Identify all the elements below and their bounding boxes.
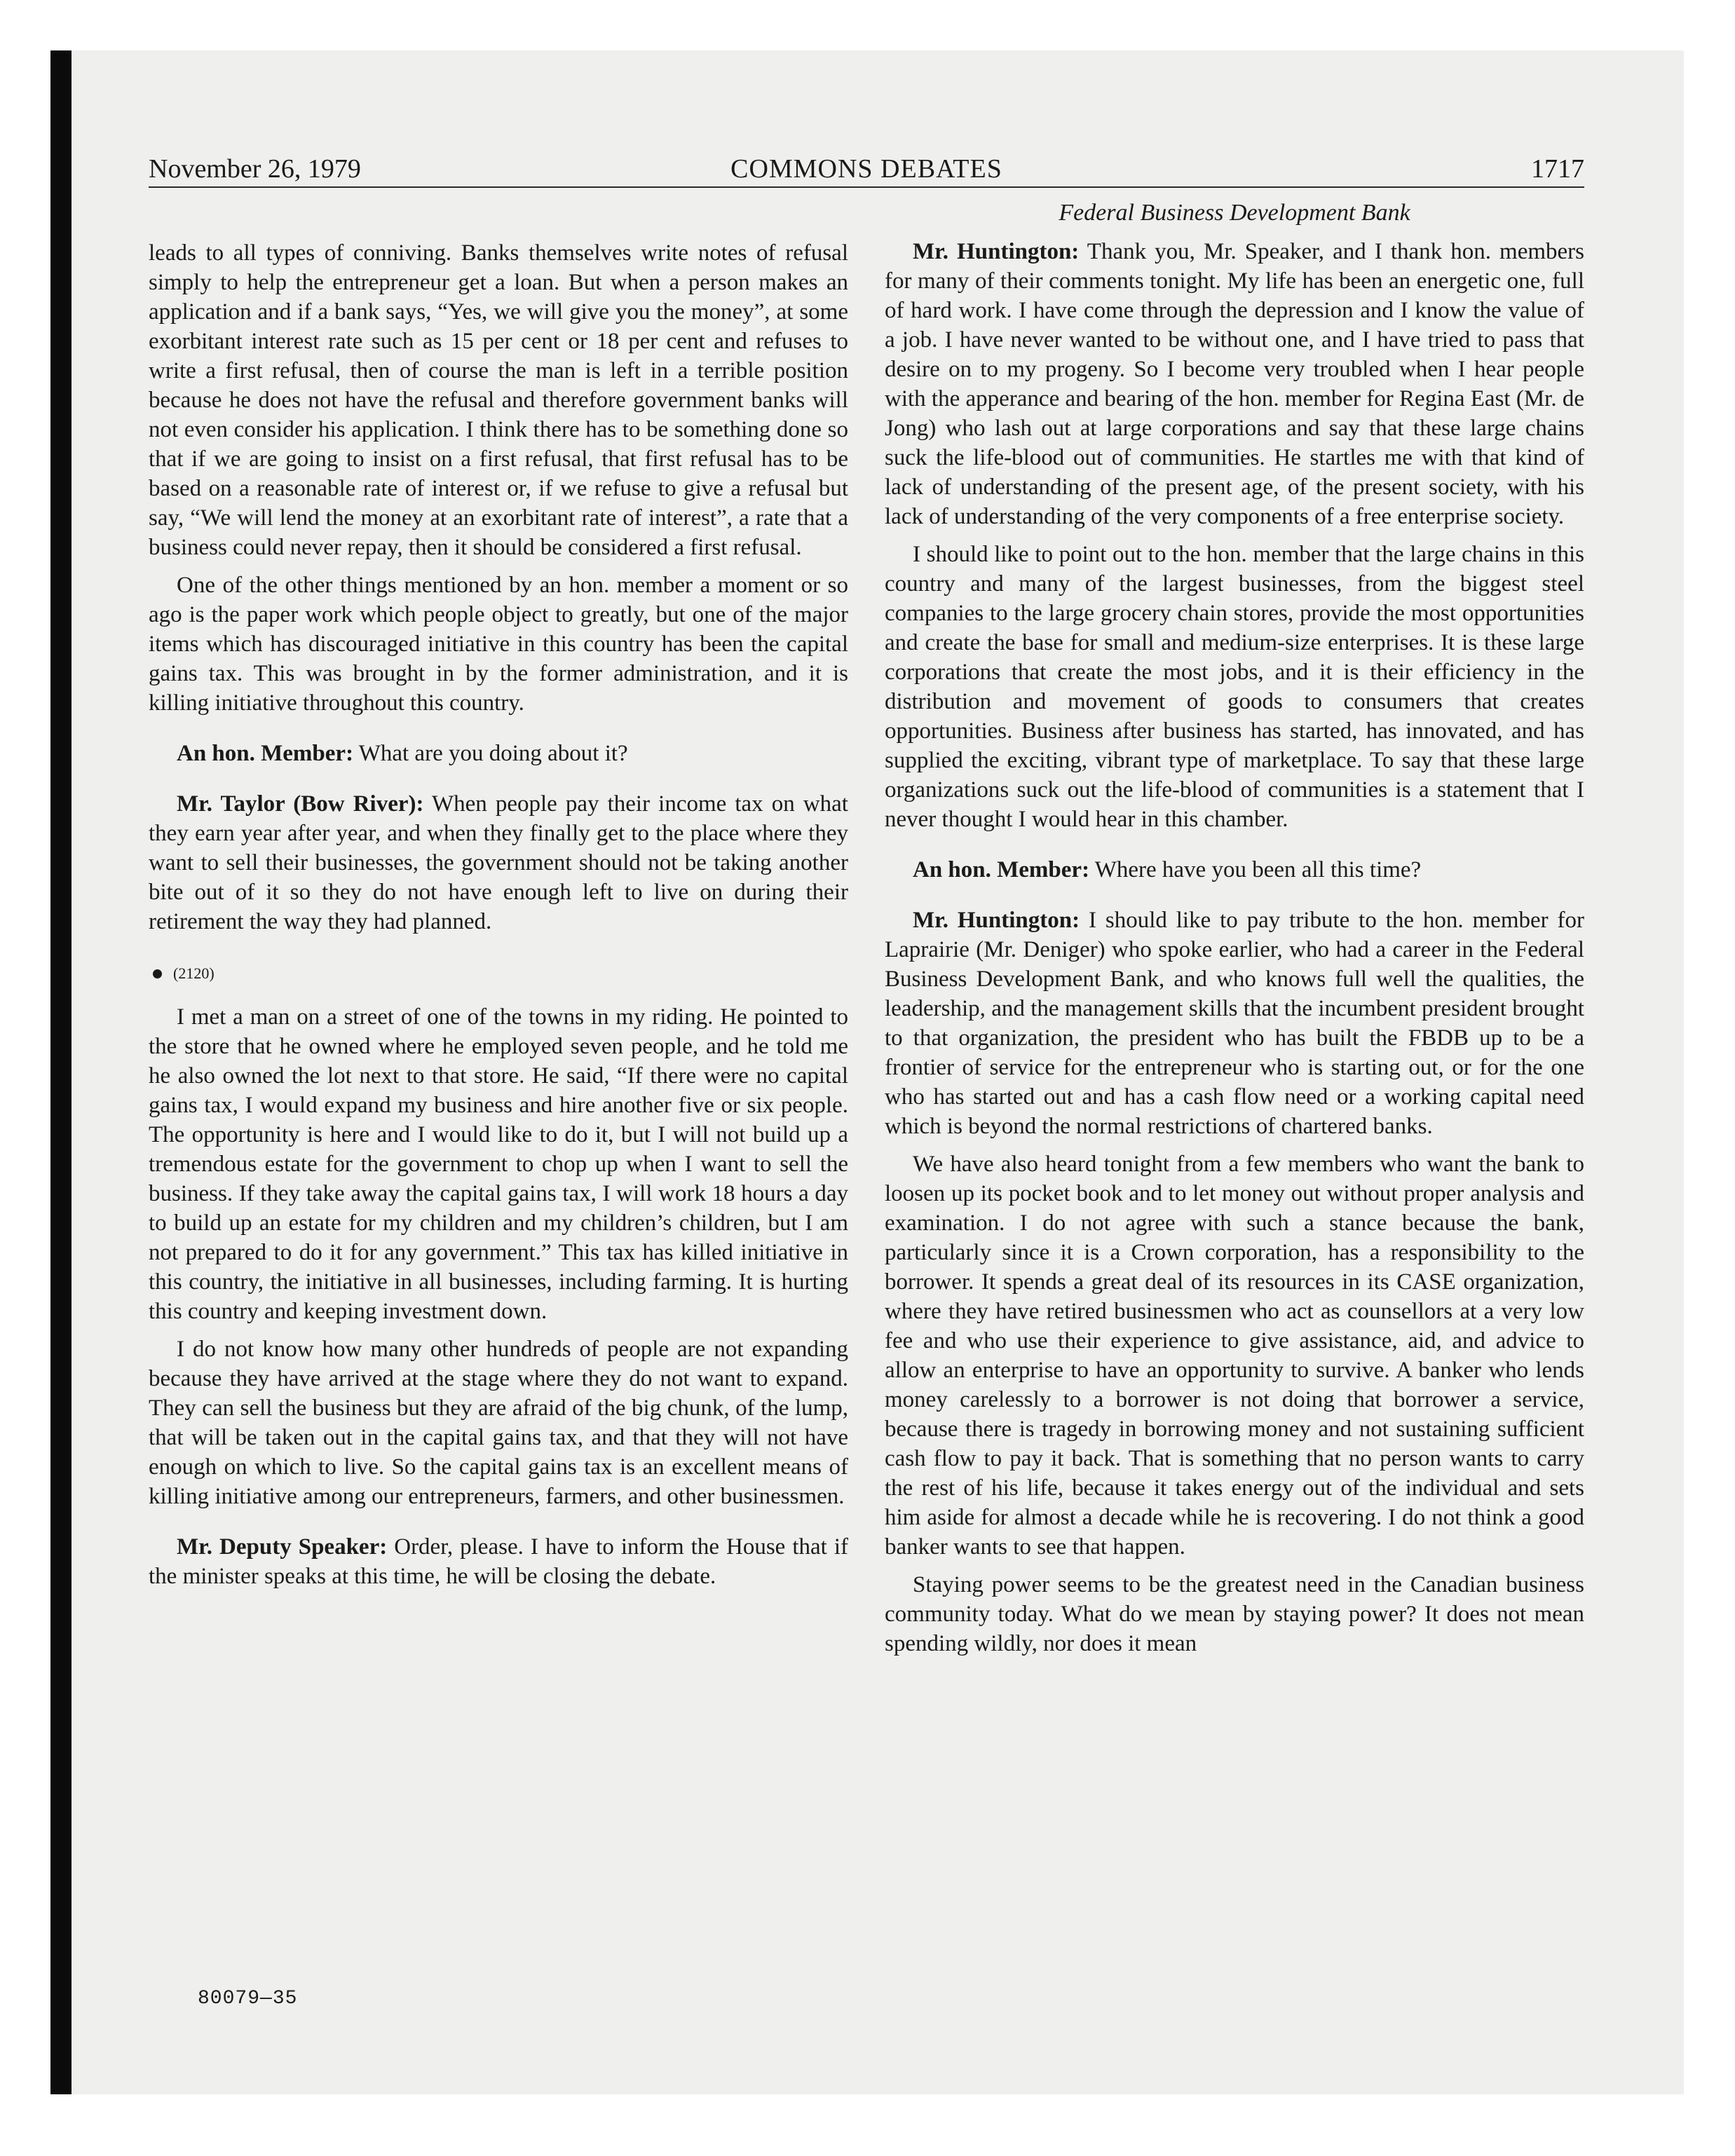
speaker-name: An hon. Member:: [177, 741, 354, 766]
paragraph: One of the other things mentioned by an hon. member a moment or so ago is the paper work which people object to greatly, but one of the major items which has discouraged initiative in this country has been the capital gains tax. This was brought in by the former administration, and it is killing initiative throughout this country.: [149, 573, 848, 716]
paragraph: I do not know how many other hundreds of people are not expanding because they have arrived at the stage where they do not want to expand. They can sell the business but they are afraid of the big chunk, of the lump, that will be taken out in the capital gains tax, and that they will not have enough on which to live. So the capital gains tax is an excellent means of killing initiative among our entrepreneurs, farmers, and other businessmen.: [149, 1337, 848, 1509]
speech-text: Thank you, Mr. Speaker, and I thank hon. members for many of their comments tonight. My life has been an energetic one, full of hard work. I have come through the depression and I know the value of a job. I have never wanted to be without one, and I have tried to pass that desire on to my progeny. So I become very troubled when I hear people with the apperance and bearing of the hon. member for Regina East (Mr. de Jong) who lash out at large corporations and say that these large chains suck the life-blood out of communities. He startles me with that kind of lack of understanding of the present age, of the present society, with his lack of understanding of the very components of a free enterprise society.: [885, 239, 1585, 529]
speech-text: I should like to pay tribute to the hon. member for Laprairie (Mr. Deniger) who spoke earlier, who had a career in the Federal Business Development Bank, and who knows full well the qualities, the leadership, and the management skills that the incumbent president brought to that organization, the president who has built the FBDB up to be a frontier of service for the entrepreneur who is starting out, or for the one who has started out and has a cash flow need or a working capital need which is beyond the normal restrictions of chartered banks.: [885, 908, 1584, 1139]
speaker-name: Mr. Huntington:: [913, 908, 1080, 933]
speech: [885, 906, 1584, 1141]
paragraph: I met a man on a street of one of the towns in my riding. He pointed to the store that he owned where he employed seven people, and he told me he also owned the lot next to that store. He said, “If there were no capital gains tax, I would expand my business and hire another five or six people. The opportunity is here and I would like to do it, but I will not build up a tremendous estate for the government to chop up when I want to sell the business. If they take away the capital gains tax, I will work 18 hours a day to build up an estate for my children and my children’s children, but I am not prepared to do it for any government.” This tax has killed initiative in this country, the initiative in all businesses, including farming. It is hurting this country and keeping investment down.: [149, 1004, 848, 1324]
speech-text: Where have you been all this time?: [1094, 857, 1422, 882]
speaker-name: Mr. Taylor (Bow River):: [177, 791, 424, 817]
speech-text: What are you doing about it?: [358, 741, 628, 766]
speaker-name: An hon. Member:: [913, 857, 1090, 882]
paragraph: leads to all types of conniving. Banks themselves write notes of refusal simply to help the entrepreneur get a loan. But when a person makes an application and if a bank says, “Yes, we will give you the money”, at some exorbitant interest rate such as 15 per cent or 18 per cent and refuses to write a first refusal, then of course the man is left in a terrible position because he does not have the refusal and therefore government banks will not even consider his application. I think there has to be something done so that if we are going to insist on a first refusal, that first refusal has to be based on a reasonable rate of interest or, if we refuse to give a refusal but say, “We will lend the money at an exorbitant rate of interest”, a rate that a business could never repay, then it should be considered a first refusal.: [149, 240, 848, 560]
speech-text: When people pay their income tax on what they earn year after year, and when they finally get to the place where they want to sell their businesses, the government should not be taking another bite out of it so they do not have enough left to live on during their retirement the way they had planned.: [149, 791, 848, 934]
print-code: 80079—35: [198, 1988, 298, 2010]
paragraph: I should like to point out to the hon. member that the large chains in this country and many of the largest businesses, from the biggest steel companies to the large grocery chain stores, provide the most opportunities and create the base for small and medium-size enterprises. It is these large corporations that create the most jobs, and it is their efficiency in the distribution and movement of goods to consumers that creates opportunities. Business after business has started, has innovated, and has supplied the exciting, vibrant type of marketplace. To say that these large organizations suck out the life-blood of communities is a statement that I never thought I would hear in this chamber.: [885, 542, 1584, 832]
binding-edge: [50, 50, 72, 2094]
speaker-name: Mr. Deputy Speaker:: [177, 1534, 388, 1560]
speech: [149, 739, 848, 768]
speech: [149, 789, 848, 936]
page-number: 1717: [1531, 154, 1584, 184]
bullet-icon: [153, 969, 162, 978]
speech: [885, 237, 1584, 531]
speech-text: Order, please. I have to inform the House that if the minister speaks at this time, he will be closing the debate.: [149, 1534, 848, 1589]
speech: [149, 1532, 848, 1591]
header-date: November 26, 1979: [149, 154, 361, 184]
paragraph: We have also heard tonight from a few members who want the bank to loosen up its pocket book and to let money out without proper analysis and examination. I do not agree with such a stance because the bank, particularly since it is a Crown corporation, has a responsibility to the borrower. It spends a great deal of its resources in its CASE organization, where they have retired businessmen who act as counsellors at a very low fee and who use their experience to give assistance, aid, and advice to allow an enterprise to have an opportunity to survive. A banker who lends money carelessly to a borrower is not doing that borrower a service, because there is tragedy in borrowing money and not sustaining sufficient cash flow to pay it back. That is something that no person wants to carry the rest of his life, because it takes energy out of the individual and sets him aside for almost a decade while he is recovering. I do not think a good banker wants to see that happen.: [885, 1152, 1584, 1560]
right-column: [885, 198, 1584, 1667]
speaker-name: Mr. Huntington:: [913, 239, 1080, 264]
page-header: [149, 151, 1584, 188]
section-title: Federal Business Development Bank: [1059, 200, 1410, 226]
time-marker-text: (2120): [173, 964, 215, 982]
paragraph: Staying power seems to be the greatest need in the Canadian business community today. What do we mean by staying power? It does not mean spending wildly, nor does it mean: [885, 1572, 1584, 1656]
speech: [885, 855, 1584, 885]
time-marker: [149, 959, 848, 988]
header-title: COMMONS DEBATES: [730, 154, 1002, 184]
left-column: [149, 238, 848, 1599]
